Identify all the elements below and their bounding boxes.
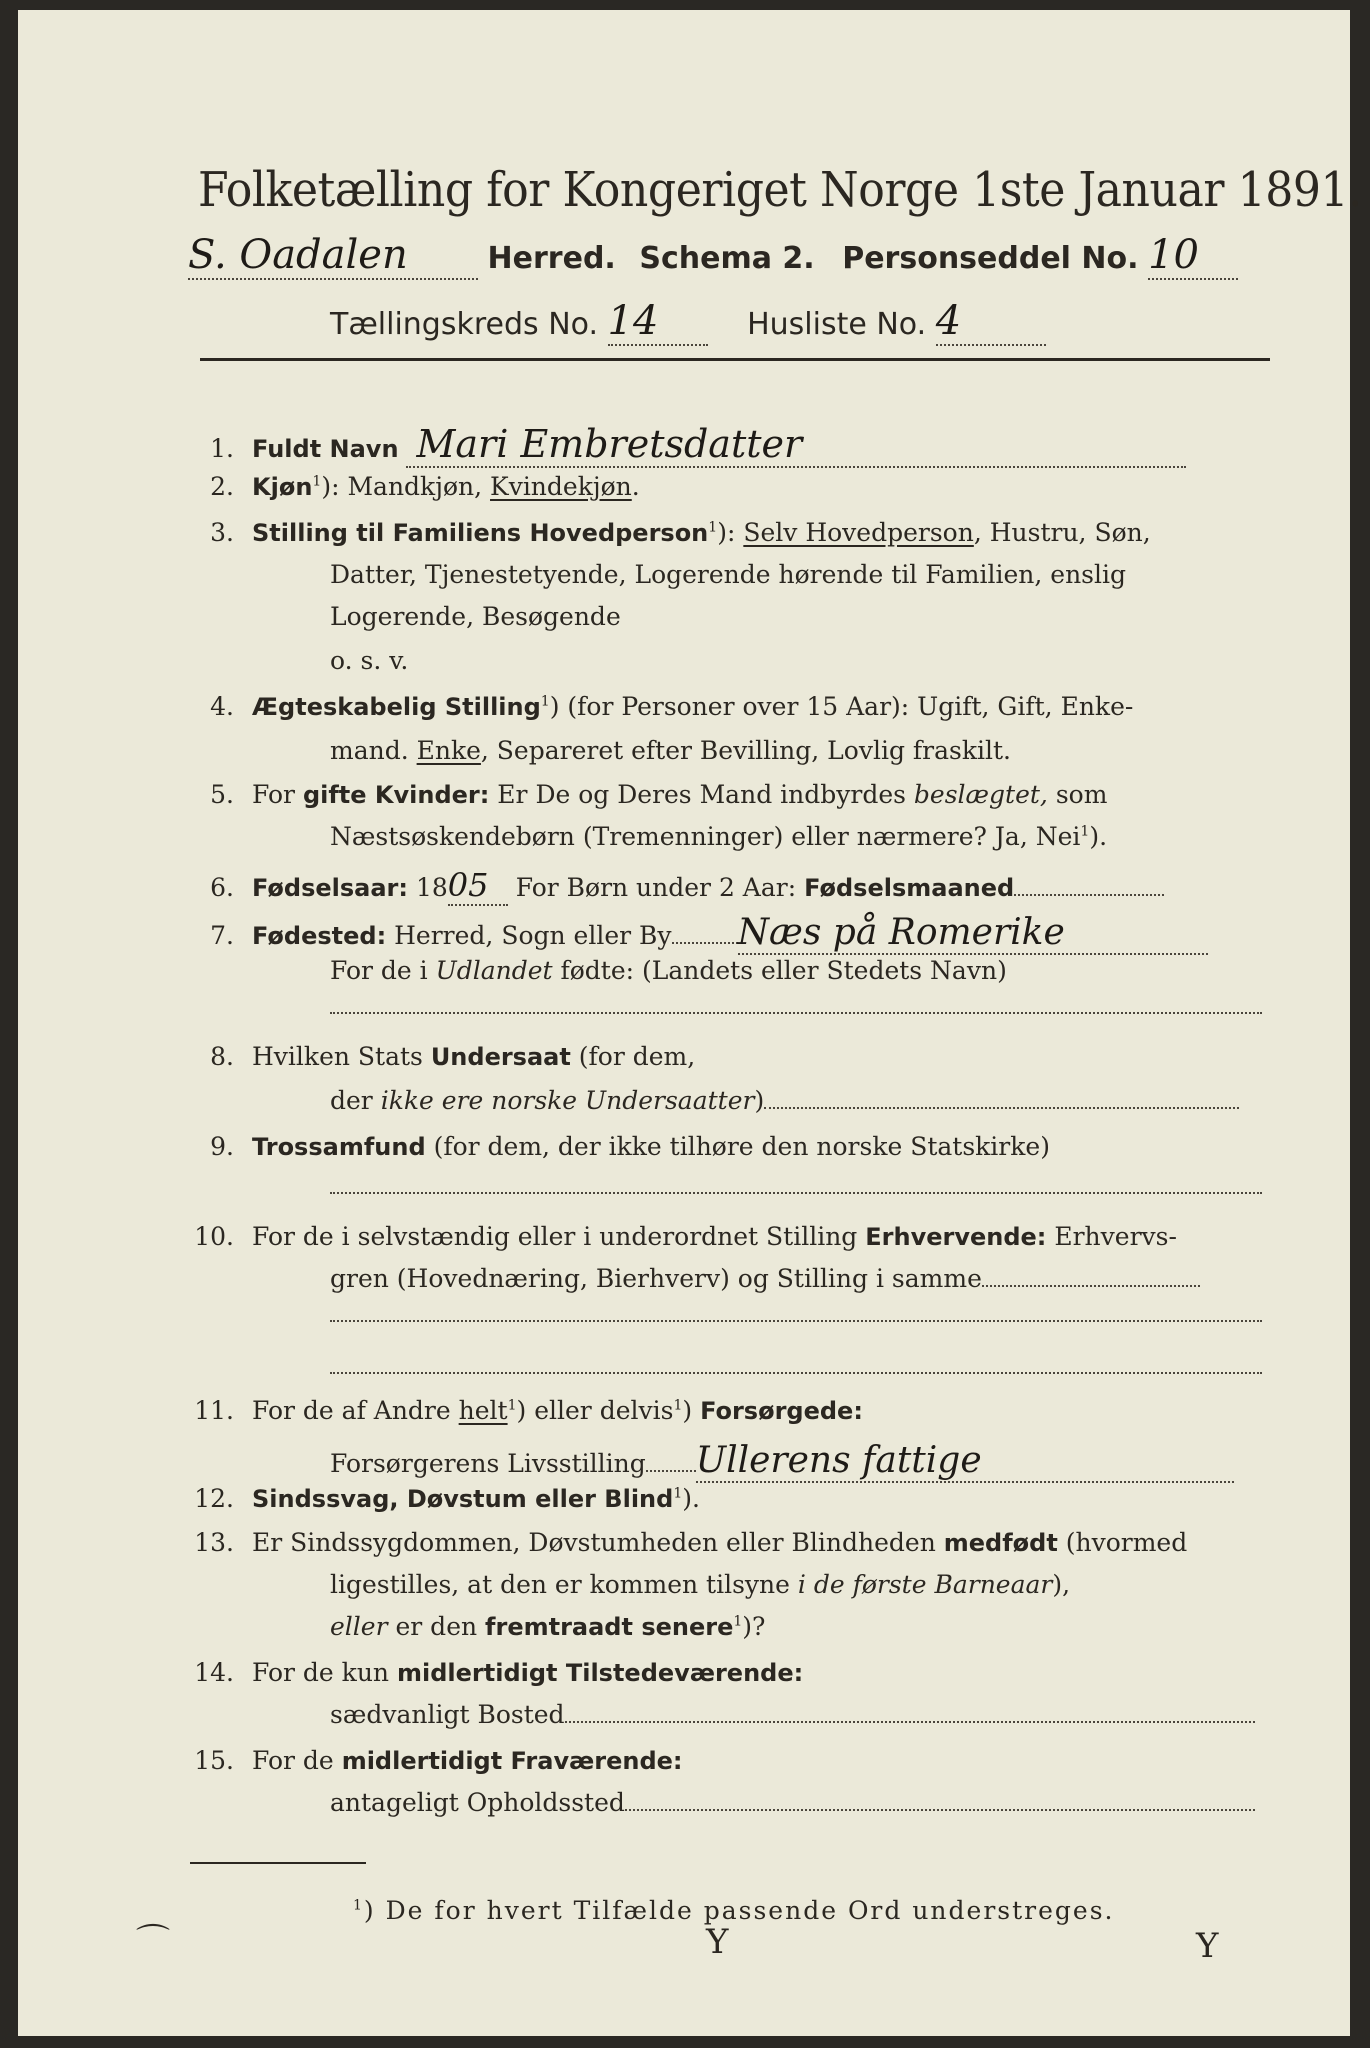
q15-row: 15. For de midlertidigt Fraværende:: [194, 1746, 683, 1775]
census-form: [18, 10, 1362, 2036]
q5-row: 5. For gifte Kvinder: Er De og Deres Mand indbyrdes beslægtet, som: [210, 780, 1108, 809]
q13-line2: ligestilles, at den er kommen tilsyne i de første Barneaar),: [330, 1570, 1071, 1599]
footnote-rule: [190, 1862, 366, 1864]
q11-row: 11. For de af Andre helt$^1$) eller delvis$^1$) Forsørgede:: [194, 1396, 863, 1425]
q6-row: 6. Fødselsaar: 1805 For Børn under 2 Aar: Fødselsmaaned: [176, 866, 1164, 906]
q5-line2: Næstsøskendebørn (Tremenninger) eller nærmere? Ja, Nei$^1$).: [330, 822, 1108, 851]
q11-selected: helt: [458, 1396, 508, 1425]
q10-blank-line-2: [330, 1372, 1262, 1374]
q10-blank-line-1: [330, 1320, 1262, 1322]
q2-selected: Kvindekjøn: [490, 472, 632, 501]
header-rule: [200, 358, 1270, 361]
q3-line3: Logerende, Besøgende: [330, 602, 621, 631]
q4-selected: Enke: [416, 736, 481, 765]
kreds-label: Tællingskreds No.: [330, 307, 598, 342]
herred-line: [188, 232, 1238, 280]
personseddel-label: Personseddel No.: [842, 241, 1139, 276]
q1-row: 1. Fuldt Navn Mari Embretsdatter: [176, 422, 1186, 468]
q1-value: Mari Embretsdatter: [406, 422, 1186, 468]
q3-line4: o. s. v.: [330, 646, 409, 675]
q13-row: 13. Er Sindssygdommen, Døvstumheden eller Blindheden medfødt (hvormed: [194, 1528, 1188, 1557]
kreds-line: [330, 298, 1046, 346]
husliste-value: 4: [936, 298, 1046, 346]
personseddel-value: 10: [1148, 232, 1238, 280]
q12-row: 12. Sindssvag, Døvstum eller Blind$^1$).: [194, 1484, 700, 1513]
q7-line2: For de i Udlandet fødte: (Landets eller Stedets Navn): [330, 956, 1007, 985]
q3-selected: Selv Hovedperson: [743, 518, 974, 547]
herred-value: S. Oadalen: [188, 232, 478, 280]
kreds-value: 14: [608, 298, 708, 346]
q4-row: 4. Ægteskabelig Stilling$^1$) (for Personer over 15 Aar): Ugift, Gift, Enke-: [210, 692, 1134, 721]
binding-mark-center: Y: [706, 1922, 729, 1962]
form-title: Folketælling for Kongeriget Norge 1ste Januar 1891.: [198, 162, 1362, 218]
herred-label: Herred.: [487, 241, 616, 276]
q10-row: 10. For de i selvstændig eller i underordnet Stilling Erhvervende: Erhvervs-: [194, 1222, 1177, 1251]
q14-line2: sædvanligt Bosted: [330, 1700, 1255, 1729]
q10-line2: gren (Hovednæring, Bierhverv) og Stilling i samme: [330, 1264, 1200, 1293]
q9-blank-line: [330, 1192, 1262, 1194]
q2-row: 2. Kjøn$^1$): Mandkjøn, Kvindekjøn.: [210, 472, 640, 501]
q7-blank-line: [330, 1012, 1262, 1014]
q11-value: Ullerens fattige: [696, 1440, 1234, 1483]
binding-mark-right: Y: [1196, 1926, 1219, 1966]
q8-row: 8. Hvilken Stats Undersaat (for dem,: [210, 1042, 696, 1071]
q4-line2: mand. Enke, Separeret efter Bevilling, Lovlig fraskilt.: [330, 736, 1011, 765]
schema-label: Schema 2.: [639, 241, 815, 276]
q11-line2: Forsørgerens Livsstilling Ullerens fattige: [330, 1440, 1234, 1483]
q14-row: 14. For de kun midlertidigt Tilstedeværende:: [194, 1658, 804, 1687]
footnote: $^1$) De for hvert Tilfælde passende Ord understreges.: [353, 1896, 1115, 1925]
q13-line3: eller er den fremtraadt senere$^1$)?: [330, 1612, 766, 1641]
q7-row: 7. Fødested: Herred, Sogn eller By Næs på Romerike: [176, 912, 1208, 955]
husliste-label: Husliste No.: [747, 307, 927, 342]
q6-value: 05: [448, 866, 508, 906]
q15-line2: antageligt Opholdssted: [330, 1788, 1255, 1817]
q1-label: Fuldt Navn: [252, 435, 399, 463]
q7-value: Næs på Romerike: [738, 912, 1208, 955]
q9-row: 9. Trossamfund (for dem, der ikke tilhøre den norske Statskirke): [210, 1132, 1050, 1161]
binding-mark-left: ⌒: [136, 1922, 170, 1962]
q3-line2: Datter, Tjenestetyende, Logerende hørende til Familien, enslig: [330, 560, 1127, 589]
q8-line2: der ikke ere norske Undersaatter): [330, 1086, 1239, 1115]
q3-row: 3. Stilling til Familiens Hovedperson$^1$): Selv Hovedperson, Hustru, Søn,: [210, 518, 1151, 547]
